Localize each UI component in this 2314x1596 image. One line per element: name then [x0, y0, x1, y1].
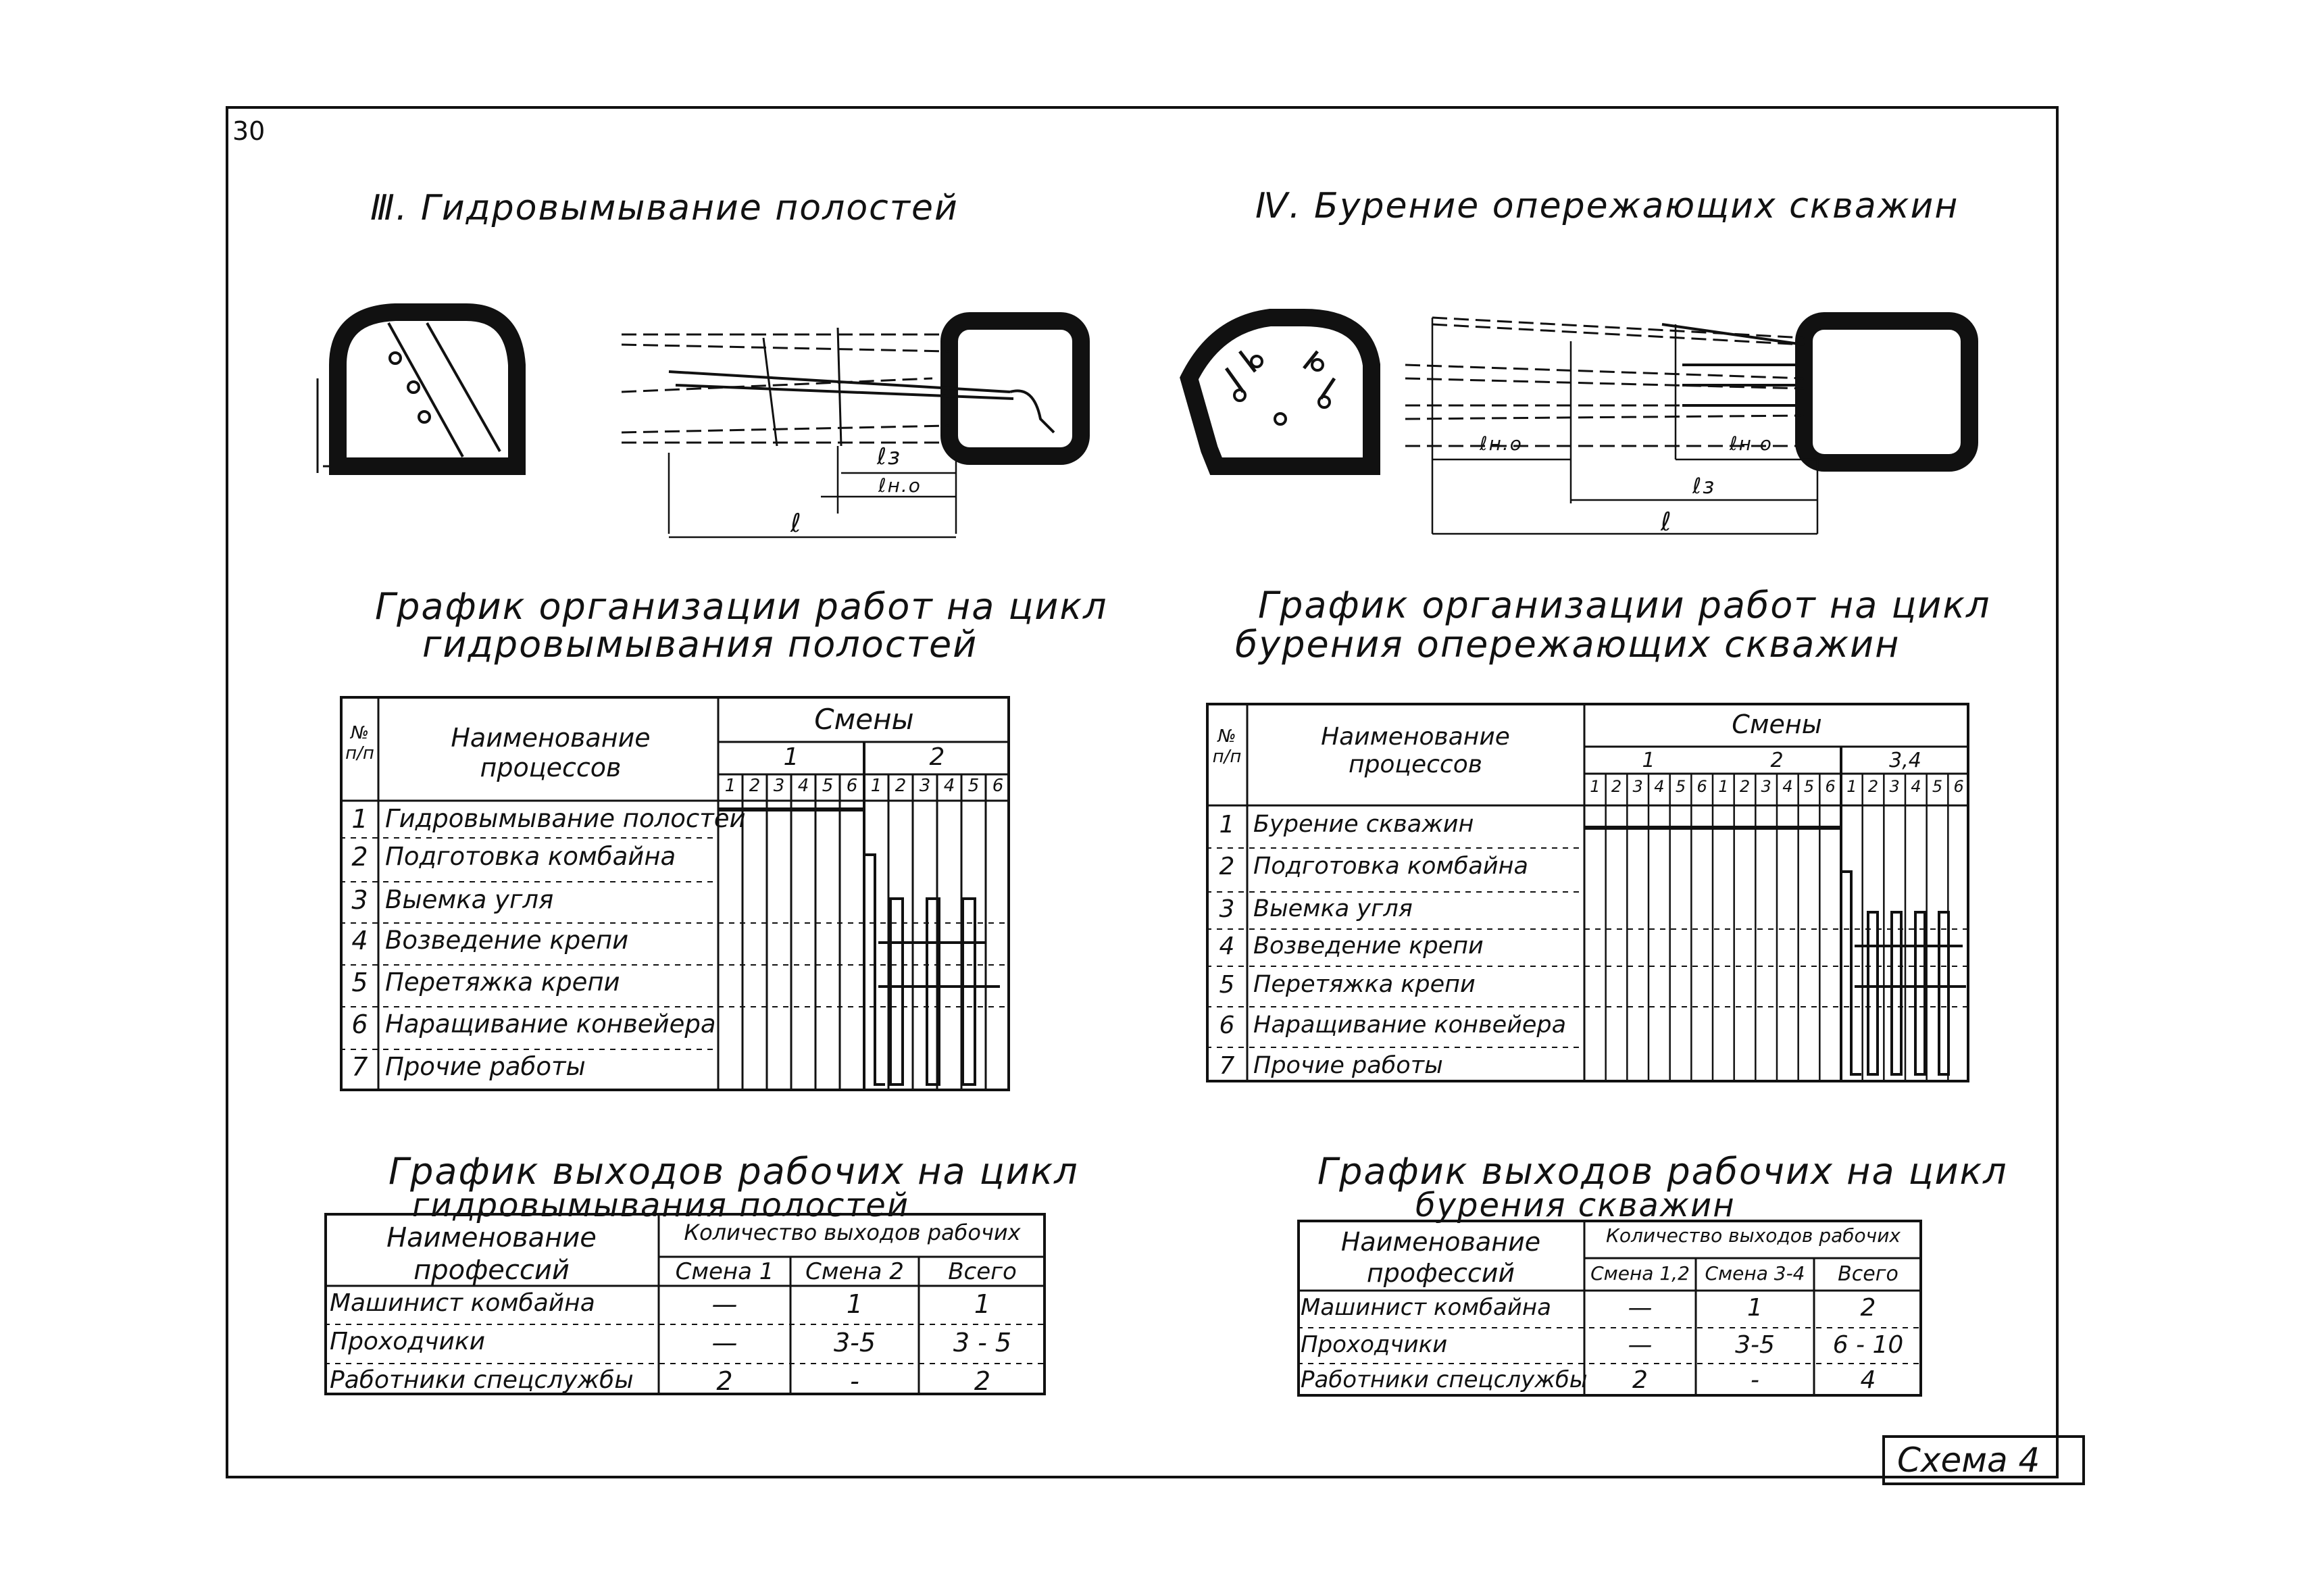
right-hour-label: 5	[1803, 777, 1815, 796]
left-worker-profession: Машинист комбайна	[330, 1289, 595, 1317]
right-hour-label: 3	[1889, 777, 1900, 796]
right-hour-label: 3	[1632, 777, 1643, 796]
dim-label-l3-right: ℓз	[1692, 473, 1716, 499]
right-schedule-title-line2: бурения опережающих скважин	[1235, 623, 1901, 666]
left-hour-label: 5	[967, 776, 980, 796]
left-schedule-title-line2: гидровымывания полостей	[422, 623, 978, 666]
left-shift-1: 1	[783, 743, 799, 771]
left-hour-label: 5	[822, 776, 834, 796]
right-hour-label: 6	[1825, 777, 1836, 796]
left-row-number: 1	[351, 804, 368, 834]
left-row-number: 4	[351, 926, 368, 955]
right-worker-profession: Работники спецслужбы	[1301, 1366, 1588, 1393]
right-worker-shift2: -	[1751, 1366, 1759, 1394]
left-col-shifts-header: Смены	[814, 703, 914, 736]
right-hour-label: 5	[1675, 777, 1686, 796]
right-row-number: 5	[1219, 971, 1235, 999]
right-row-name: Подготовка комбайна	[1253, 853, 1528, 880]
left-worker-total: 3 - 5	[953, 1328, 1012, 1357]
right-worker-shift1: —	[1628, 1331, 1653, 1359]
right-hour-label: 2	[1867, 777, 1879, 796]
right-shift-3: 3,4	[1889, 749, 1921, 772]
right-row-name: Бурение скважин	[1253, 811, 1474, 838]
page-number: 30	[232, 116, 266, 146]
dim-label-l-right: ℓ	[1661, 507, 1673, 537]
left-hour-label: 6	[846, 776, 858, 796]
left-row-name: Перетяжка крепи	[385, 968, 620, 997]
right-row-number: 4	[1219, 932, 1235, 960]
right-worker-total: 6 - 10	[1832, 1331, 1904, 1359]
left-row-name: Подготовка комбайна	[385, 842, 676, 871]
left-worker-profession: Проходчики	[330, 1328, 485, 1355]
left-worker-total: 1	[974, 1289, 991, 1319]
right-col-name-header: Наименование процессов	[1321, 723, 1510, 778]
left-worker-shift1: —	[711, 1289, 738, 1319]
left-row-number: 3	[351, 885, 368, 915]
left-row-number: 6	[351, 1009, 368, 1039]
left-workers-title-line1: График выходов рабочих на цикл	[388, 1150, 1079, 1193]
right-workers-title-line2: бурения скважин	[1415, 1187, 1736, 1224]
dim-label-lno: ℓн.о	[878, 474, 922, 497]
left-row-number: 7	[351, 1052, 368, 1082]
left-row-name: Гидровымывание полостей	[385, 804, 746, 833]
right-section-title: Ⅳ. Бурение опережающих скважин	[1255, 186, 1959, 226]
left-worker-shift2: -	[850, 1366, 859, 1396]
left-worker-shift2: 3-5	[833, 1328, 876, 1357]
left-worker-shift1: 2	[716, 1366, 733, 1396]
right-hour-label: 5	[1932, 777, 1943, 796]
right-col-s1-header: Смена 1,2	[1590, 1262, 1690, 1285]
right-worker-profession: Машинист комбайна	[1301, 1294, 1551, 1321]
left-schedule-title-line1: График организации работ на цикл	[375, 585, 1108, 628]
left-worker-total: 2	[974, 1366, 991, 1396]
right-hour-label: 6	[1696, 777, 1707, 796]
left-row-name: Возведение крепи	[385, 926, 629, 955]
dim-label-lno-a: ℓн.о	[1480, 432, 1523, 455]
right-hour-label: 2	[1611, 777, 1622, 796]
left-hour-label: 1	[870, 776, 882, 796]
right-worker-shift2: 3-5	[1735, 1331, 1775, 1359]
right-row-name: Возведение крепи	[1253, 932, 1484, 959]
right-hour-label: 4	[1911, 777, 1921, 796]
right-row-name: Выемка угля	[1253, 895, 1413, 922]
left-worker-shift2: 1	[846, 1289, 863, 1319]
right-row-number: 7	[1219, 1052, 1235, 1080]
left-col-count-header: Количество выходов рабочих	[684, 1220, 1021, 1245]
left-hour-label: 4	[943, 776, 955, 796]
right-row-number: 1	[1219, 811, 1235, 839]
left-hour-label: 2	[895, 776, 907, 796]
right-row-number: 6	[1219, 1012, 1235, 1039]
left-col-prof-header: Наименование профессий	[386, 1222, 597, 1286]
right-worker-shift2: 1	[1747, 1294, 1763, 1322]
left-worker-profession: Работники спецслужбы	[330, 1366, 634, 1394]
right-col-shifts-header: Смены	[1732, 709, 1822, 739]
left-worker-shift1: —	[711, 1328, 738, 1357]
right-col-s2-header: Смена 3-4	[1705, 1262, 1805, 1285]
left-col-no-header: № п/п	[345, 723, 374, 764]
left-row-name: Наращивание конвейера	[385, 1009, 716, 1039]
right-schedule-title-line1: График организации работ на цикл	[1258, 584, 1991, 626]
right-workers-title-line1: График выходов рабочих на цикл	[1317, 1150, 2008, 1193]
right-row-name: Прочие работы	[1253, 1052, 1443, 1079]
right-hour-label: 1	[1718, 777, 1729, 796]
right-worker-shift1: 2	[1632, 1366, 1648, 1394]
left-hour-label: 1	[724, 776, 736, 796]
right-row-name: Наращивание конвейера	[1253, 1012, 1567, 1039]
right-shift-2: 2	[1770, 749, 1784, 772]
left-shift-2: 2	[929, 743, 945, 771]
left-col-s2-header: Смена 2	[805, 1258, 904, 1285]
left-hour-label: 3	[919, 776, 931, 796]
left-col-total-header: Всего	[948, 1258, 1017, 1285]
left-col-s1-header: Смена 1	[675, 1258, 774, 1285]
left-workers-title-line2: гидровымывания полостей	[412, 1187, 910, 1224]
right-row-number: 3	[1219, 895, 1235, 923]
right-hour-label: 4	[1782, 777, 1793, 796]
right-hour-label: 2	[1739, 777, 1751, 796]
right-hour-label: 4	[1654, 777, 1665, 796]
left-section-title: Ⅲ. Гидровымывание полостей	[370, 188, 959, 228]
dim-label-l: ℓ	[790, 508, 803, 538]
right-hour-label: 3	[1761, 777, 1771, 796]
left-row-number: 2	[351, 842, 368, 872]
right-worker-shift1: —	[1628, 1294, 1653, 1322]
left-row-number: 5	[351, 968, 368, 997]
right-hour-label: 6	[1953, 777, 1964, 796]
left-row-name: Выемка угля	[385, 885, 554, 914]
left-hour-label: 6	[992, 776, 1004, 796]
right-col-count-header: Количество выходов рабочих	[1606, 1224, 1901, 1247]
schema-label: Схема 4	[1882, 1435, 2085, 1485]
right-worker-profession: Проходчики	[1301, 1331, 1448, 1358]
left-row-name: Прочие работы	[385, 1052, 586, 1081]
left-hour-label: 2	[749, 776, 761, 796]
left-hour-label: 3	[773, 776, 785, 796]
dim-label-lno-b: ℓн о	[1730, 432, 1773, 455]
right-hour-label: 1	[1590, 777, 1601, 796]
right-worker-total: 2	[1860, 1294, 1876, 1322]
right-row-number: 2	[1219, 853, 1235, 880]
left-hour-label: 4	[797, 776, 809, 796]
right-col-prof-header: Наименование профессий	[1340, 1227, 1541, 1288]
right-col-total-header: Всего	[1838, 1262, 1898, 1286]
left-col-name-header: Наименование процессов	[451, 723, 651, 782]
dim-label-l3: ℓз	[877, 443, 902, 470]
right-col-no-header: № п/п	[1212, 726, 1242, 767]
right-row-name: Перетяжка крепи	[1253, 971, 1476, 998]
right-hour-label: 1	[1846, 777, 1857, 796]
right-worker-total: 4	[1860, 1366, 1876, 1394]
right-shift-1: 1	[1642, 749, 1655, 772]
